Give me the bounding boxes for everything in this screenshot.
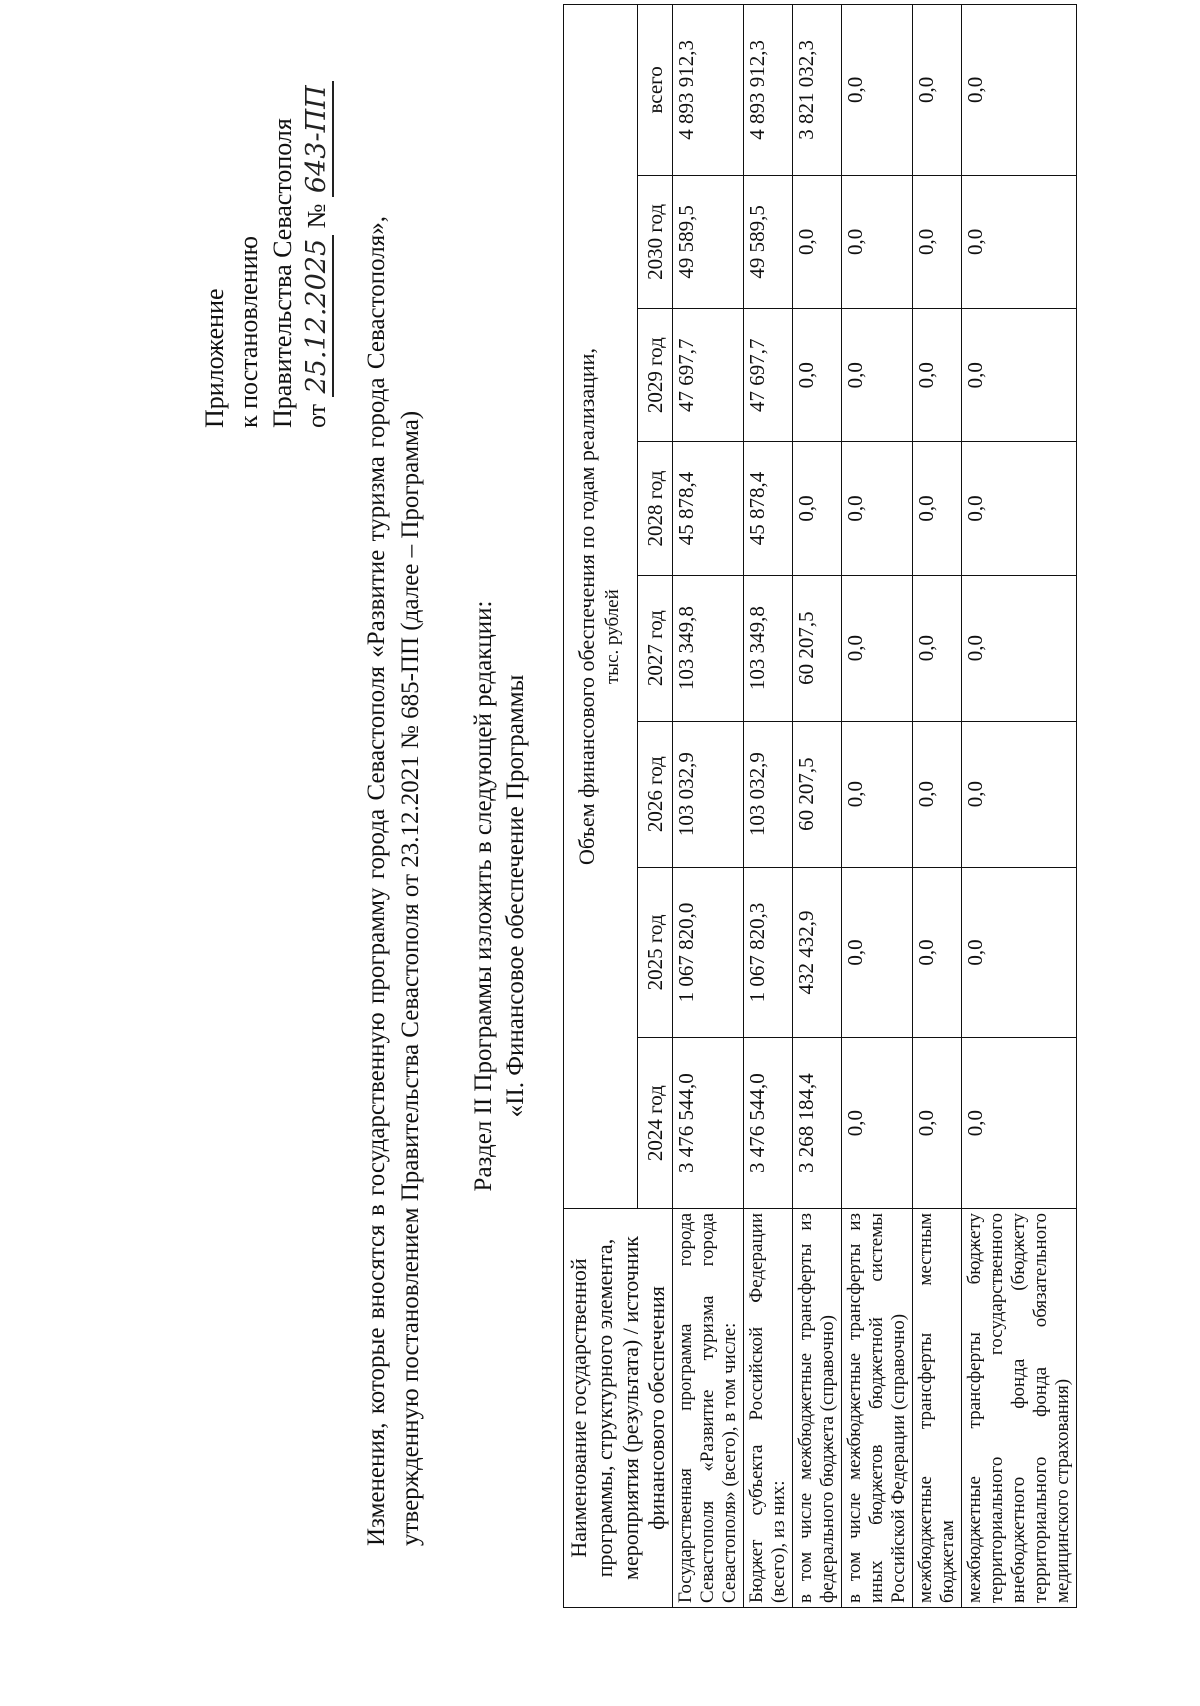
value-cell: 0,0 — [842, 575, 913, 721]
table-row — [962, 5, 1077, 1608]
value-cell: 0,0 — [913, 1038, 962, 1209]
value-cell: 45 878,4 — [744, 442, 793, 575]
year-header: 2027 год — [637, 575, 672, 721]
volume-header-text: Объем финансового обеспечения по годам реализации, — [574, 348, 600, 865]
value-cell: 3 476 544,0 — [673, 1038, 744, 1209]
value-cell: 0,0 — [842, 442, 913, 575]
value-cell: 0,0 — [913, 867, 962, 1038]
total-cell: 0,0 — [842, 5, 913, 176]
appendix-date-line — [300, 68, 334, 428]
total-cell: 0,0 — [962, 5, 1077, 176]
value-cell: 0,0 — [793, 309, 842, 442]
year-header: 2024 год — [637, 1038, 672, 1209]
value-cell: 0,0 — [962, 575, 1077, 721]
name-column-header: Наименование государственной программы, структурного элемента, мероприятия (результата) / источник финансового обеспечения — [564, 1209, 673, 1608]
value-cell: 0,0 — [842, 867, 913, 1038]
row-label: межбюджетные трансферты местным бюджетам — [913, 1209, 962, 1608]
intro-paragraph: Изменения, которые вносятся в государственную программу города Севастополя «Развитие туризма города Севастополя», утвержденную постановлением Правительства Севастополя от 23.12.2021 № 685-ПП (далее – Программа) — [363, 216, 424, 1546]
finance-table-wrap — [563, 0, 1077, 1608]
value-cell: 60 207,5 — [793, 721, 842, 867]
value-cell: 0,0 — [962, 1038, 1077, 1209]
value-cell: 0,0 — [913, 442, 962, 575]
value-cell: 49 589,5 — [744, 175, 793, 308]
handwritten-date: 25.12.2025 — [301, 235, 334, 398]
appendix-block — [198, 68, 334, 428]
value-cell: 0,0 — [962, 175, 1077, 308]
year-header: 2026 год — [637, 721, 672, 867]
value-cell: 0,0 — [913, 175, 962, 308]
total-cell: 4 893 912,3 — [744, 5, 793, 176]
table-row — [793, 5, 842, 1608]
value-cell: 103 349,8 — [673, 575, 744, 721]
table-row — [744, 5, 793, 1608]
appendix-line-1: Приложение — [200, 288, 229, 428]
value-cell: 0,0 — [842, 309, 913, 442]
table-row — [673, 5, 744, 1608]
value-cell: 0,0 — [842, 1038, 913, 1209]
year-header: 2028 год — [637, 442, 672, 575]
value-cell: 0,0 — [962, 309, 1077, 442]
handwritten-number: 643-ПП — [301, 81, 334, 197]
total-cell: 3 821 032,3 — [793, 5, 842, 176]
value-cell: 3 268 184,4 — [793, 1038, 842, 1209]
value-cell: 0,0 — [962, 867, 1077, 1038]
value-cell: 3 476 544,0 — [744, 1038, 793, 1209]
value-cell: 103 032,9 — [673, 721, 744, 867]
year-header: 2030 год — [637, 175, 672, 308]
section-line-1: Раздел II Программы изложить в следующей редакции: — [470, 600, 497, 1192]
value-cell: 103 349,8 — [744, 575, 793, 721]
value-cell: 0,0 — [913, 721, 962, 867]
number-sign: № — [302, 203, 331, 229]
row-label: в том числе межбюджетные трансферты из иных бюджетов бюджетной системы Российской Федерации (справочно) — [842, 1209, 913, 1608]
row-label: в том числе межбюджетные трансферты из федерального бюджета (справочно) — [793, 1209, 842, 1608]
table-row — [913, 5, 962, 1608]
value-cell: 432 432,9 — [793, 867, 842, 1038]
value-cell: 0,0 — [962, 721, 1077, 867]
volume-header — [564, 5, 638, 1209]
value-cell: 0,0 — [913, 575, 962, 721]
year-header: 2025 год — [637, 867, 672, 1038]
value-cell: 45 878,4 — [673, 442, 744, 575]
value-cell: 60 207,5 — [793, 575, 842, 721]
value-cell: 1 067 820,3 — [744, 867, 793, 1038]
value-cell: 0,0 — [793, 175, 842, 308]
unit-label: тыс. рублей — [602, 589, 624, 684]
value-cell: 0,0 — [842, 175, 913, 308]
total-cell: 0,0 — [913, 5, 962, 176]
appendix-line-3: Правительства Севастополя — [268, 118, 297, 428]
value-cell: 0,0 — [962, 442, 1077, 575]
value-cell: 0,0 — [913, 309, 962, 442]
table-row — [842, 5, 913, 1608]
from-prefix: от — [302, 403, 331, 428]
value-cell: 0,0 — [793, 442, 842, 575]
appendix-line-2: к постановлению — [234, 235, 263, 428]
total-header: всего — [637, 5, 672, 176]
row-label: Бюджет субъекта Российской Федерации (всего), из них: — [744, 1209, 793, 1608]
value-cell: 103 032,9 — [744, 721, 793, 867]
row-label: межбюджетные трансферты бюджету территориального государственного внебюджетного фонда (бюджету территориального фонда обязательного медицинского страхования) — [962, 1209, 1077, 1608]
value-cell: 0,0 — [842, 721, 913, 867]
value-cell: 1 067 820,0 — [673, 867, 744, 1038]
row-label: Государственная программа города Севастополя «Развитие туризма города Севастополя» (всего), в том числе: — [673, 1209, 744, 1608]
value-cell: 47 697,7 — [673, 309, 744, 442]
header-row-1 — [564, 5, 638, 1608]
total-cell: 4 893 912,3 — [673, 5, 744, 176]
section-title — [468, 446, 532, 1346]
section-line-2: «II. Финансовое обеспечение Программы — [502, 674, 529, 1118]
value-cell: 49 589,5 — [673, 175, 744, 308]
finance-table — [563, 4, 1077, 1608]
year-header: 2029 год — [637, 309, 672, 442]
value-cell: 47 697,7 — [744, 309, 793, 442]
